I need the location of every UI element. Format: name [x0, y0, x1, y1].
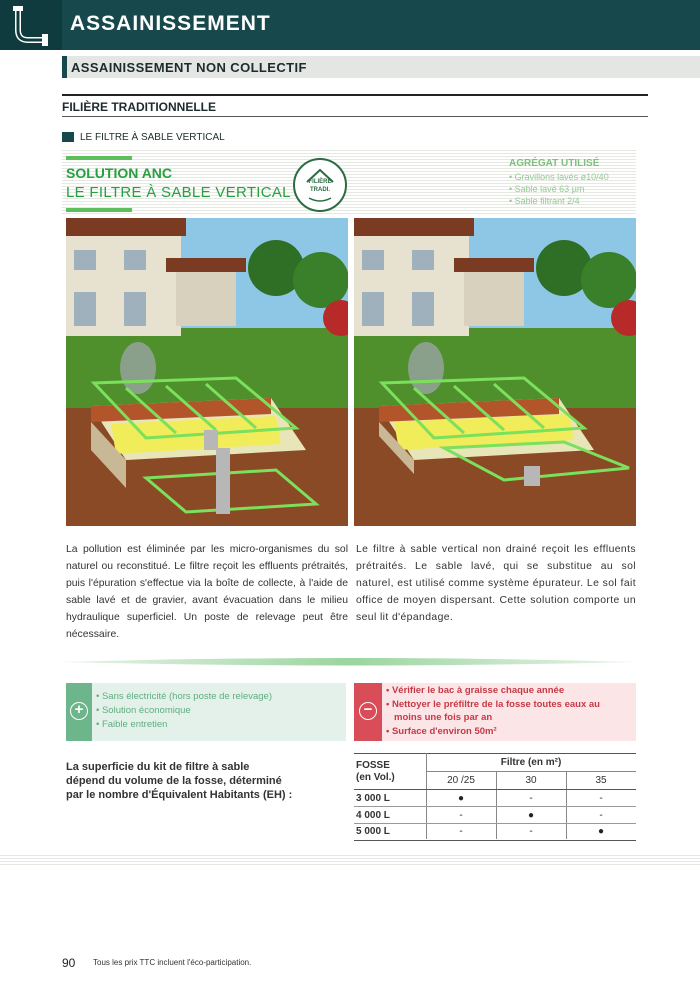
table-rule — [354, 753, 636, 754]
table-size-header: 30 — [525, 775, 537, 786]
disadvantage-item: • Nettoyer le préfiltre de la fosse toutes eaux au — [386, 699, 600, 710]
table-row-label: 3 000 L — [356, 793, 390, 804]
table-size-header: 20 /25 — [447, 775, 475, 786]
description-right: Le filtre à sable vertical non drainé reçoit les effluents prétraités. Le sable lavé, qui se substitue au sol naturel, est utilisé comme système épurateur. Le sol fait office de moyen dispersant. Cette solution comporte un seul lit d'épandage. — [356, 544, 636, 623]
aggregate-title: AGRÉGAT UTILISÉ — [509, 158, 600, 169]
table-col-header: FOSSE — [356, 760, 390, 771]
table-intro-line: dépend du volume de la fosse, déterminé — [66, 775, 282, 787]
house-icon — [295, 160, 345, 210]
page-title: ASSAINISSEMENT — [70, 12, 271, 35]
pipe-icon — [0, 0, 62, 50]
table-intro — [66, 760, 356, 802]
banner-subtitle: LE FILTRE À SABLE VERTICAL — [66, 184, 291, 201]
table-cell: - — [599, 810, 603, 821]
subsection-title: FILIÈRE TRADITIONNELLE — [62, 100, 216, 114]
table-rule — [354, 806, 636, 807]
advantage-item: • Solution économique — [96, 705, 191, 716]
table-cell: - — [599, 793, 603, 804]
banner-title: SOLUTION ANC — [66, 165, 173, 181]
plus-icon: + — [70, 702, 88, 720]
banner-line — [66, 208, 132, 212]
divider — [62, 116, 648, 117]
separator-line — [62, 655, 636, 669]
table-group-header: Filtre (en m²) — [500, 757, 562, 768]
illustration-undrained-filter — [354, 218, 636, 526]
subsection-label: LE FILTRE À SABLE VERTICAL — [80, 132, 225, 143]
advantage-item: • Sans électricité (hors poste de relevage) — [96, 691, 272, 702]
table-rule — [426, 771, 636, 772]
table-size-header: 35 — [595, 775, 607, 786]
table-cell: - — [459, 810, 463, 821]
table-col-header: (en Vol.) — [356, 772, 395, 783]
table-row-label: 5 000 L — [356, 826, 390, 837]
table-rule — [354, 789, 636, 790]
badge-text: FILIÈRE — [308, 179, 332, 185]
disadvantage-item: • Surface d'environ 50m² — [386, 726, 497, 737]
disadvantage-item: moins une fois par an — [394, 712, 493, 723]
minus-icon: − — [359, 702, 377, 720]
table-cell: ● — [527, 810, 535, 821]
section-marker — [62, 56, 67, 78]
page-number: 90 — [62, 956, 76, 970]
footer-note: Tous les prix TTC incluent l'éco-participation. — [93, 958, 252, 967]
table-cell: ● — [597, 826, 605, 837]
divider — [62, 94, 648, 96]
table-rule — [354, 840, 636, 841]
disadvantage-item: • Vérifier le bac à graisse chaque année — [386, 685, 565, 696]
aggregate-item: • Gravillons lavés ø10/40 — [509, 172, 609, 182]
aggregate-item: • Sable lavé 63 µm — [509, 184, 585, 194]
table-rule — [354, 823, 636, 824]
advantage-item: • Faible entretien — [96, 719, 168, 730]
table-cell: - — [529, 793, 533, 804]
table-intro-line: La superficie du kit de filtre à sable — [66, 761, 250, 773]
bullet-square — [62, 132, 74, 142]
table-cell: ● — [457, 793, 465, 804]
banner-line — [66, 156, 132, 160]
section-title: ASSAINISSEMENT NON COLLECTIF — [71, 60, 307, 75]
table-intro-line: par le nombre d'Équivalent Habitants (EH) : — [66, 789, 293, 801]
badge-text: TRADI. — [310, 187, 330, 193]
table-cell: - — [529, 826, 533, 837]
table-cell: - — [459, 826, 463, 837]
illustration-drained-filter — [66, 218, 348, 526]
footer-band — [0, 855, 700, 865]
aggregate-item: • Sable filtrant 2/4 — [509, 196, 580, 206]
table-row-label: 4 000 L — [356, 810, 390, 821]
header-icon-block — [0, 0, 62, 50]
description-left: La pollution est éliminée par les micro-organismes du sol naturel ou reconstitué. Le filtre reçoit les effluents prétraités, puis l'épuration s'effectue via la boîte de collecte, à l'aide de sable lavé et de gravier, avant évacuation dans le milieu hydraulique superficiel. Un poste de relevage peut être nécessaire. — [66, 544, 348, 640]
filiere-badge — [293, 158, 347, 212]
